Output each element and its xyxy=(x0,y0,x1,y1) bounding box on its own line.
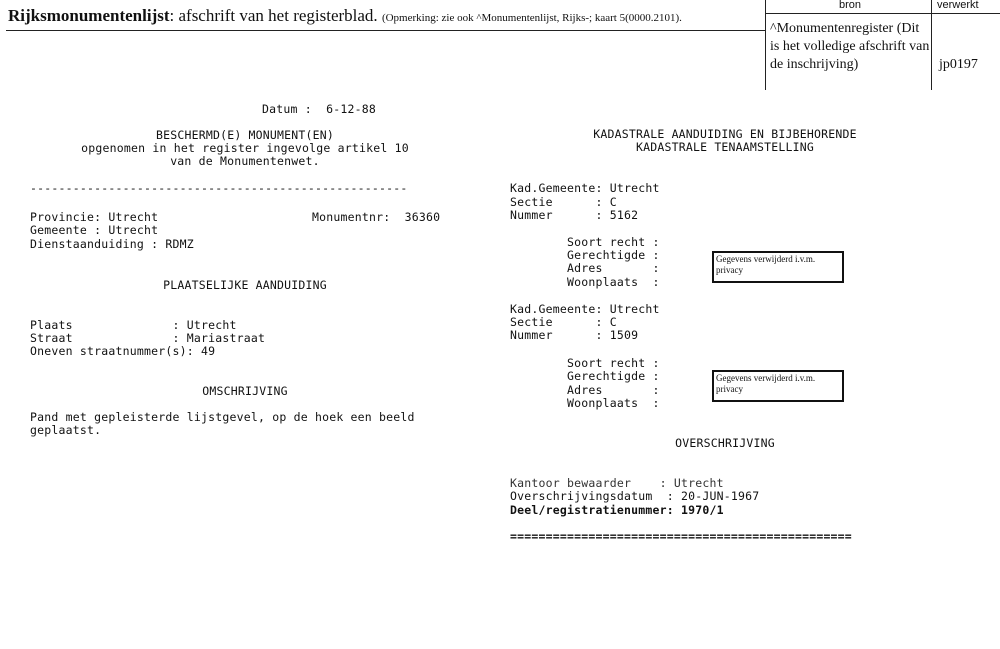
heading-tenaamstelling: KADASTRALE TENAAMSTELLING xyxy=(635,140,815,154)
source-text: ^Monumentenregister (Dit is het volledige afschrift van de inschrijving) xyxy=(770,21,930,72)
oneven-straatnummer: Oneven straatnummer(s): 49 xyxy=(30,344,216,358)
straat: Straat : Mariastraat xyxy=(30,331,266,345)
parcel-1-sectie: Sectie : C xyxy=(510,195,617,209)
gemeente: Gemeente : Utrecht xyxy=(30,223,159,237)
deel-registratienummer: Deel/registratienummer: 1970/1 xyxy=(510,503,724,517)
equals-separator: ================================================ xyxy=(510,529,852,543)
heading-plaatselijke: PLAATSELIJKE AANDUIDING xyxy=(163,278,327,292)
source-box-header-line xyxy=(765,13,1000,14)
dash-separator: ----------------------------------------------------- xyxy=(30,181,408,195)
parcel-1-adres: Adres : xyxy=(567,261,660,275)
dienstaanduiding: Dienstaanduiding : RDMZ xyxy=(30,237,194,251)
column-header-bron: bron xyxy=(839,0,862,11)
parcel-2-woonplaats: Woonplaats : xyxy=(567,396,660,410)
heading-beschermd: BESCHERMD(E) MONUMENT(EN) xyxy=(155,128,335,142)
title-rest: : afschrift van het registerblad. xyxy=(169,6,378,25)
parcel-2-privacy-notice: Gegevens verwijderd i.v.m. privacy xyxy=(712,370,844,402)
heading-opgenomen: opgenomen in het register ingevolge artikel 10 xyxy=(81,141,409,155)
parcel-2-sectie: Sectie : C xyxy=(510,315,617,329)
header-underline xyxy=(6,30,766,31)
heading-omschrijving: OMSCHRIJVING xyxy=(202,384,288,398)
document-title xyxy=(8,6,682,26)
plaats: Plaats : Utrecht xyxy=(30,318,237,332)
parcel-2-adres: Adres : xyxy=(567,383,660,397)
description-line-1: Pand met gepleisterde lijstgevel, op de hoek een beeld xyxy=(30,410,415,424)
datum: Datum : 6-12-88 xyxy=(262,102,376,116)
description-line-2: geplaatst. xyxy=(30,423,102,437)
heading-monumentenwet: van de Monumentenwet. xyxy=(170,154,320,168)
parcel-2-gerechtigde: Gerechtigde : xyxy=(567,369,660,383)
column-header-verwerkt: verwerkt xyxy=(937,0,979,11)
parcel-2-nummer: Nummer : 1509 xyxy=(510,328,639,342)
source-box xyxy=(765,0,1000,90)
parcel-2-soort-recht: Soort recht : xyxy=(567,356,660,370)
provincie: Provincie: Utrecht xyxy=(30,210,159,224)
parcel-1-gerechtigde: Gerechtigde : xyxy=(567,248,660,262)
title-note: (Opmerking: zie ook ^Monumentenlijst, Rijks-; kaart 5(0000.2101). xyxy=(381,12,682,24)
parcel-2-gemeente: Kad.Gemeente: Utrecht xyxy=(510,302,660,316)
parcel-1-nummer: Nummer : 5162 xyxy=(510,208,639,222)
kantoor-bewaarder: Kantoor bewaarder : Utrecht xyxy=(510,476,724,490)
overschrijvingsdatum: Overschrijvingsdatum : 20-JUN-1967 xyxy=(510,489,760,503)
parcel-1-soort-recht: Soort recht : xyxy=(567,235,660,249)
heading-overschrijving: OVERSCHRIJVING xyxy=(675,436,775,450)
source-code: jp0197 xyxy=(939,57,978,72)
monumentnr: Monumentnr: 36360 xyxy=(312,210,441,224)
title-bold: Rijksmonumentenlijst xyxy=(8,6,170,25)
parcel-1-woonplaats: Woonplaats : xyxy=(567,275,660,289)
parcel-1-privacy-notice: Gegevens verwijderd i.v.m. privacy xyxy=(712,251,844,283)
heading-kadastrale: KADASTRALE AANDUIDING EN BIJBEHORENDE xyxy=(593,127,857,141)
parcel-1-gemeente: Kad.Gemeente: Utrecht xyxy=(510,181,660,195)
